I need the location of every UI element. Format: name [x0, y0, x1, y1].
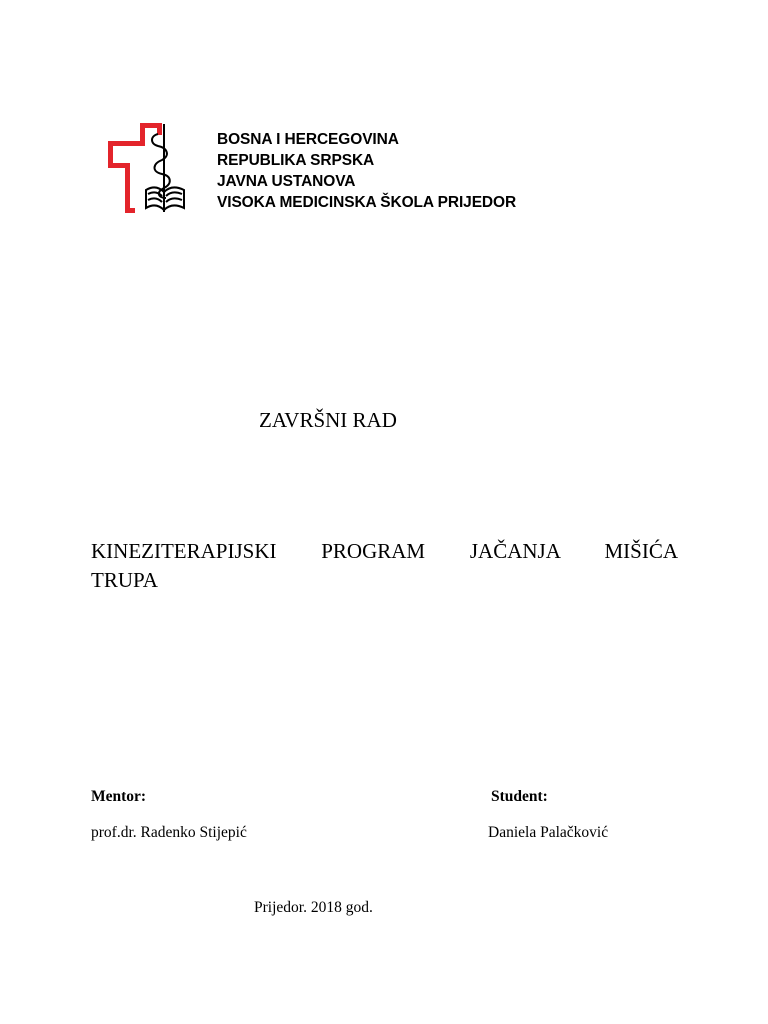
- thesis-title-line-2: TRUPA: [91, 568, 158, 592]
- student-name: Daniela Palačković: [488, 824, 609, 841]
- mentor-name: prof.dr. Radenko Stijepić: [91, 824, 247, 841]
- place-date: Prijedor. 2018 god.: [254, 899, 373, 916]
- medical-school-logo-icon: [106, 120, 198, 220]
- header-line-country: BOSNA I HERCEGOVINA: [217, 131, 399, 148]
- student-label: Student:: [491, 788, 548, 805]
- header-line-school-name: VISOKA MEDICINSKA ŠKOLA PRIJEDOR: [217, 194, 517, 211]
- institution-header: [217, 129, 516, 213]
- header-line-institution-type: JAVNA USTANOVA: [217, 173, 356, 190]
- header-line-republic: REPUBLIKA SRPSKA: [217, 152, 375, 169]
- thesis-title: [91, 537, 678, 595]
- mentor-label: Mentor:: [91, 788, 147, 805]
- thesis-type-heading: ZAVRŠNI RAD: [259, 408, 397, 432]
- thesis-title-line-1: KINEZITERAPIJSKI PROGRAM JAČANJA MIŠIĆA: [91, 539, 678, 563]
